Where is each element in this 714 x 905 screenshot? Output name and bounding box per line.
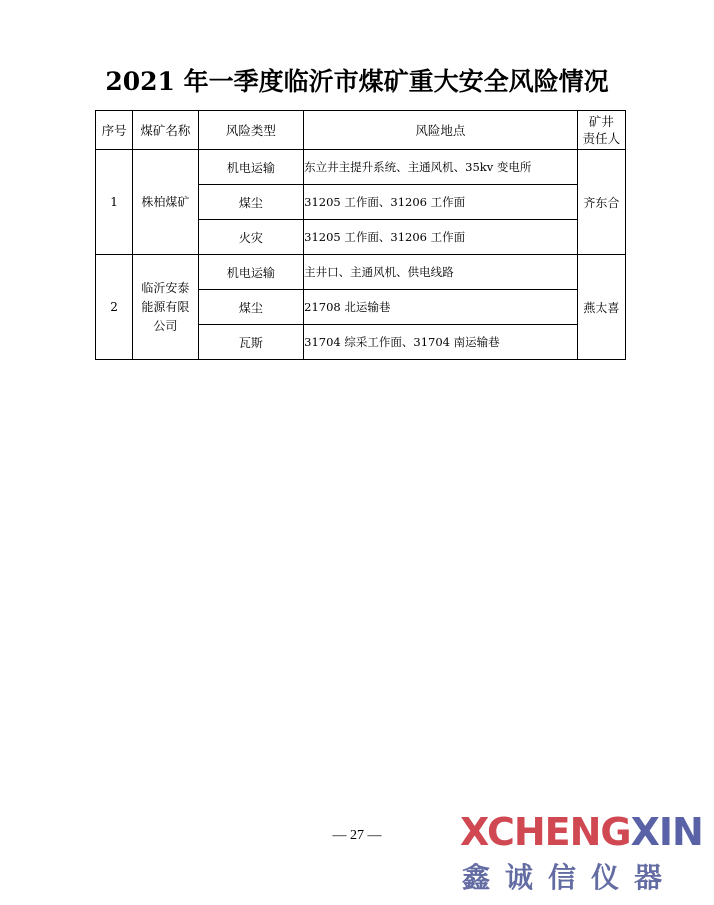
table-header-row — [96, 111, 626, 150]
risk-type: 瓦斯 — [198, 325, 304, 360]
mine-name: 株柏煤矿 — [133, 150, 198, 255]
mine-name-line2: 能源有限 — [141, 299, 190, 314]
page-number: — 27 — — [332, 828, 382, 843]
risk-table — [95, 110, 626, 360]
responsible-person: 齐东合 — [577, 150, 625, 255]
watermark-x: X — [460, 810, 487, 854]
risk-location: 主井口、主通风机、供电线路 — [304, 255, 578, 290]
risk-type: 机电运输 — [198, 150, 304, 185]
header-risk-type: 风险类型 — [198, 111, 304, 150]
watermark-english-text — [460, 810, 703, 854]
risk-location: 东立井主提升系统、主通风机、35kv 变电所 — [304, 150, 578, 185]
watermark-logo — [460, 808, 703, 898]
mine-name — [133, 255, 198, 360]
mine-name-line1: 临沂安泰 — [141, 280, 190, 295]
risk-type: 火灾 — [198, 220, 304, 255]
header-responsible — [577, 111, 625, 150]
risk-location: 31704 综采工作面、31704 南运输巷 — [304, 325, 578, 360]
header-responsible-line1: 矿井 — [588, 114, 614, 129]
header-no: 序号 — [96, 111, 133, 150]
risk-type: 煤尘 — [198, 185, 304, 220]
risk-type: 机电运输 — [198, 255, 304, 290]
row-number: 2 — [96, 255, 133, 360]
watermark-xin: XIN — [630, 810, 703, 854]
risk-location: 31205 工作面、31206 工作面 — [304, 220, 578, 255]
mine-name-line3: 公司 — [153, 318, 178, 333]
responsible-person: 燕太喜 — [577, 255, 625, 360]
document-title: 2021 年一季度临沂市煤矿重大安全风险情况 — [105, 67, 609, 96]
risk-type: 煤尘 — [198, 290, 304, 325]
header-responsible-line2: 责任人 — [582, 131, 621, 146]
watermark-cheng: CHENG — [486, 810, 631, 854]
header-mine-name: 煤矿名称 — [133, 111, 198, 150]
table-row — [96, 255, 626, 290]
risk-location: 31205 工作面、31206 工作面 — [304, 185, 578, 220]
risk-location: 21708 北运输巷 — [304, 290, 578, 325]
row-number: 1 — [96, 150, 133, 255]
table-row — [96, 150, 626, 185]
header-risk-location: 风险地点 — [304, 111, 578, 150]
watermark-chinese-text: 鑫诚信仪器 — [462, 861, 678, 894]
